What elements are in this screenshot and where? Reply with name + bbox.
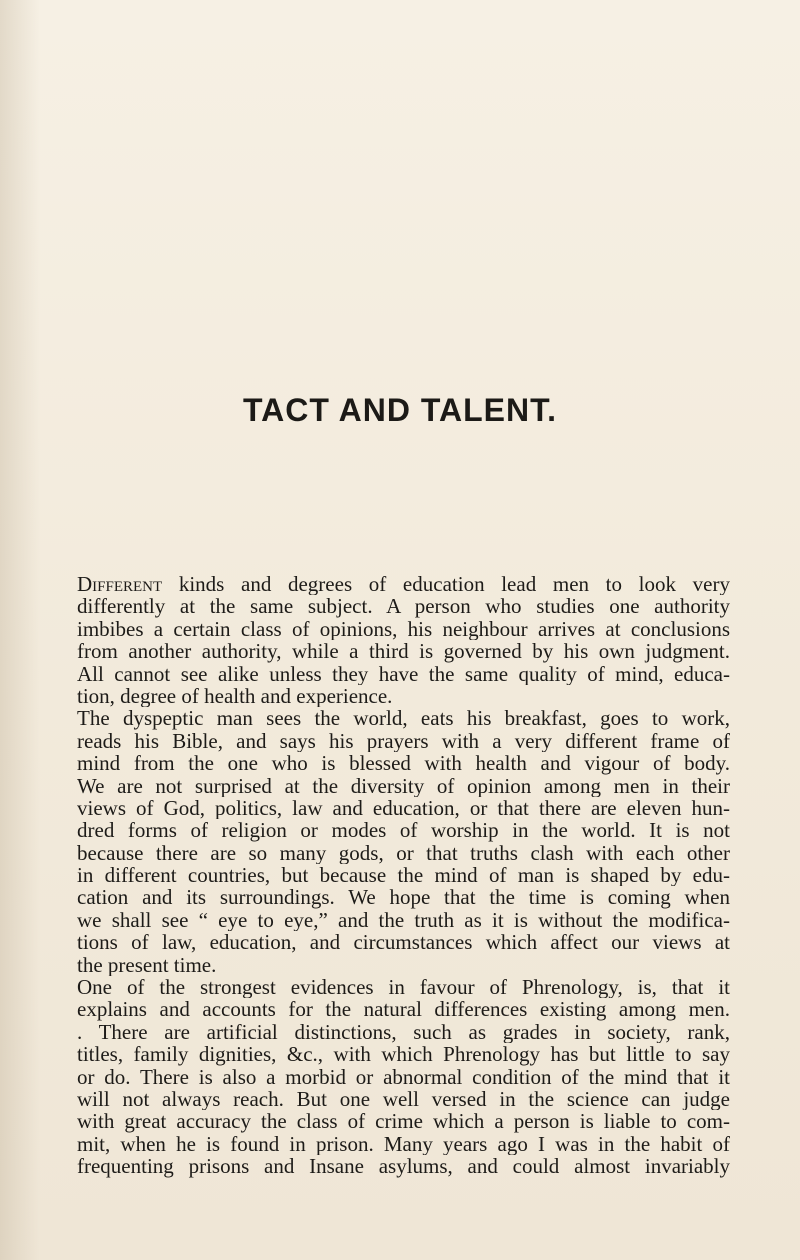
chapter-title: TACT AND TALENT. <box>242 392 558 428</box>
text-line: the present time. <box>77 953 217 977</box>
text-line: reads his Bible, and says his prayers with a very different frame of <box>77 729 730 753</box>
text-line: or do. There is also a morbid or abnormal condition of the mind that it <box>77 1065 730 1088</box>
text-line: cation and its surroundings. We hope that the time is coming when <box>77 886 730 909</box>
text-line: with great accuracy the class of crime which a person is liable to com- <box>77 1110 730 1133</box>
text-line: differently at the same subject. A person who studies one authority <box>77 595 730 618</box>
text-line: dred forms of religion or modes of worship in the world. It is not <box>77 819 730 842</box>
text-line: titles, family dignities, &c., with which Phrenology has but little to say <box>77 1043 730 1066</box>
text-line: explains and accounts for the natural differences existing among men. <box>77 998 730 1021</box>
text-line: One of the strongest evidences in favour of Phrenology, is, that it <box>77 976 730 999</box>
text-line: because there are so many gods, or that truths clash with each other <box>77 841 730 865</box>
text-line: frequenting prisons and Insane asylums, and could almost invariably <box>77 1155 730 1178</box>
text-line: mind from the one who is blessed with health and vigour of body. <box>77 752 730 775</box>
text-line: from another authority, while a third is governed by his own judgment. <box>77 640 730 663</box>
text-line: mit, when he is found in prison. Many years ago I was in the habit of <box>77 1132 730 1156</box>
text-line: in different countries, but because the mind of man is shaped by edu- <box>77 864 730 887</box>
text-line: tion, degree of health and experience. <box>77 684 393 708</box>
text-line: We are not surprised at the diversity of opinion among men in their <box>77 774 730 797</box>
body-text <box>77 573 730 1178</box>
text-line: views of God, politics, law and education, or that there are eleven hun- <box>77 796 730 820</box>
text-line: All cannot see alike unless they have the same quality of mind, educa- <box>77 662 730 685</box>
page-gutter-shadow <box>0 0 40 1260</box>
text-line: will not always reach. But one well versed in the science can judge <box>77 1087 730 1111</box>
text-line: Different kinds and degrees of education lead men to look very <box>77 573 730 596</box>
text-line: tions of law, education, and circumstances which affect our views at <box>77 931 730 954</box>
text-line: we shall see “ eye to eye,” and the truth as it is without the modifica- <box>77 908 730 932</box>
text-line: The dyspeptic man sees the world, eats his breakfast, goes to work, <box>77 707 730 730</box>
opening-word: Different <box>77 573 163 596</box>
text-line: . There are artificial distinctions, such as grades in society, rank, <box>77 1020 730 1044</box>
text-line: imbibes a certain class of opinions, his neighbour arrives at conclusions <box>77 617 730 641</box>
